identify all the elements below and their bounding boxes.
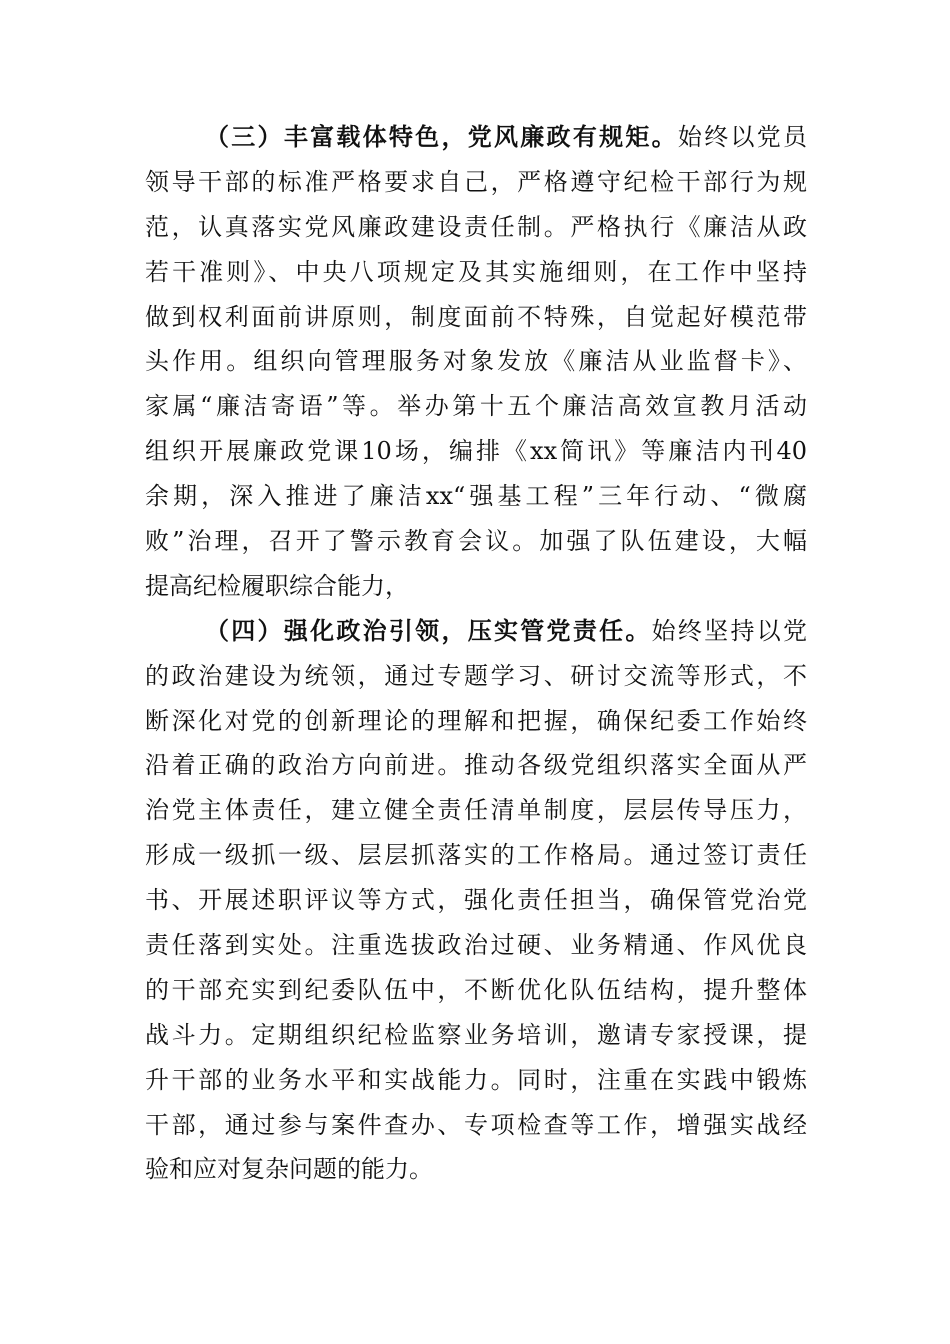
text-line: 形成一级抓一级、层层抓落实的工作格局。通过签订责任 <box>145 841 807 870</box>
text-line: 败”治理，召开了警示教育会议。加强了队伍建设，大幅 <box>145 527 807 556</box>
text-line: 领导干部的标准严格要求自己，严格遵守纪检干部行为规 <box>145 167 807 196</box>
paragraph-first-line <box>145 115 807 160</box>
text-line: 验和应对复杂问题的能力。 <box>145 1155 433 1184</box>
text-line: 沿着正确的政治方向前进。推动各级党组织落实全面从严 <box>145 751 807 780</box>
paragraph-4 <box>145 609 807 1193</box>
text-line: 战斗力。定期组织纪检监察业务培训，邀请专家授课，提 <box>145 1020 807 1049</box>
text-line: 干部，通过参与案件查办、专项检查等工作，增强实战经 <box>145 1110 807 1139</box>
text-line: 做到权利面前讲原则，制度面前不特殊，自觉起好模范带 <box>145 302 807 331</box>
text-line: 余期，深入推进了廉洁xx“强基工程”三年行动、“微腐 <box>145 482 807 511</box>
text-line: 治党主体责任，建立健全责任清单制度，层层传导压力， <box>145 796 807 825</box>
section-heading: （三）丰富载体特色，党风廉政有规矩。 <box>205 122 678 151</box>
text-line: 若干准则》、中央八项规定及其实施细则，在工作中坚持 <box>145 257 807 286</box>
text-line: 提高纪检履职综合能力， <box>145 571 409 600</box>
text-line: 的干部充实到纪委队伍中，不断优化队伍结构，提升整体 <box>145 975 807 1004</box>
text-line: 始终以党员 <box>677 123 808 151</box>
text-line: 断深化对党的创新理论的理解和把握，确保纪委工作始终 <box>145 706 807 735</box>
text-line: 始终坚持以党 <box>651 616 808 645</box>
paragraph-first-line <box>145 609 807 654</box>
section-heading: （四）强化政治引领，压实管党责任。 <box>205 615 652 645</box>
paragraph-3 <box>145 115 807 609</box>
text-line: 组织开展廉政党课10场，编排《xx简讯》等廉洁内刊40 <box>145 437 807 466</box>
text-line: 责任落到实处。注重选拔政治过硬、业务精通、作风优良 <box>145 931 807 960</box>
text-line: 升干部的业务水平和实战能力。同时，注重在实践中锻炼 <box>145 1065 807 1094</box>
text-line: 书、开展述职评议等方式，强化责任担当，确保管党治党 <box>145 886 807 915</box>
text-line: 家属“廉洁寄语”等。举办第十五个廉洁高效宣教月活动 <box>145 392 807 421</box>
text-line: 范，认真落实党风廉政建设责任制。严格执行《廉洁从政 <box>145 212 807 241</box>
text-line: 的政治建设为统领，通过专题学习、研讨交流等形式，不 <box>145 661 807 690</box>
document-page <box>145 115 807 1192</box>
text-line: 头作用。组织向管理服务对象发放《廉洁从业监督卡》、 <box>145 347 807 376</box>
